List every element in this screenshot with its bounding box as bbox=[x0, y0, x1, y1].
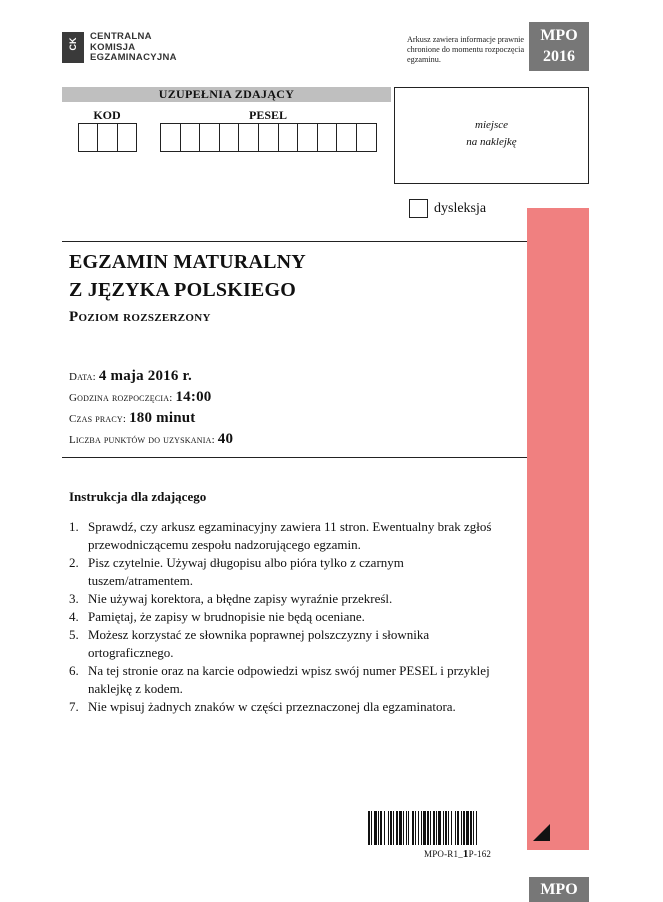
start-label: Godzina rozpoczęcia: bbox=[69, 392, 173, 404]
instruction-number: 7. bbox=[69, 699, 79, 714]
sticker-placeholder bbox=[394, 87, 589, 184]
instruction-item bbox=[69, 518, 509, 554]
date-label: Data: bbox=[69, 371, 96, 383]
legal-note: Arkusz zawiera informacje prawnie chronione do momentu rozpoczęcia egzaminu. bbox=[407, 35, 525, 64]
exam-duration bbox=[69, 410, 196, 427]
instructions-heading: Instrukcja dla zdającego bbox=[69, 489, 207, 504]
band-corner-triangle bbox=[533, 824, 550, 841]
cke-logo-mark bbox=[62, 32, 84, 63]
logo-line: EGZAMINACYJNA bbox=[90, 52, 177, 63]
exam-code-box bbox=[529, 22, 589, 71]
kod-digit-box[interactable] bbox=[98, 123, 117, 152]
pesel-digit-box[interactable] bbox=[357, 123, 377, 152]
print-code-suffix: P-162 bbox=[468, 849, 492, 859]
instruction-text: Na tej stronie oraz na karcie odpowiedzi wpisz swój numer PESEL i przyklej naklejkę z kodem. bbox=[88, 663, 490, 696]
exam-level: Poziom rozszerzony bbox=[69, 309, 211, 325]
instruction-text: Nie używaj korektora, a błędne zapisy wyraźnie przekreśl. bbox=[88, 591, 393, 606]
logo-text bbox=[90, 32, 177, 64]
pesel-digit-box[interactable] bbox=[337, 123, 357, 152]
instruction-item bbox=[69, 698, 509, 716]
pesel-digit-box[interactable] bbox=[298, 123, 318, 152]
exam-code: MPO bbox=[540, 27, 578, 44]
instruction-number: 4. bbox=[69, 609, 79, 624]
filled-by-bar: UZUPEŁNIA ZDAJĄCY bbox=[62, 87, 391, 102]
instruction-item bbox=[69, 608, 509, 626]
kod-digit-box[interactable] bbox=[79, 123, 98, 152]
instruction-item bbox=[69, 554, 509, 590]
pesel-digit-box[interactable] bbox=[318, 123, 338, 152]
instruction-item bbox=[69, 626, 509, 662]
print-code bbox=[424, 848, 491, 860]
kod-digit-box[interactable] bbox=[118, 123, 137, 152]
instruction-number: 5. bbox=[69, 627, 79, 642]
pesel-input-boxes[interactable] bbox=[160, 123, 377, 152]
print-code-bold: 1 bbox=[462, 848, 469, 860]
instruction-item bbox=[69, 590, 509, 608]
dyslexia-checkbox[interactable] bbox=[409, 199, 428, 218]
instruction-number: 6. bbox=[69, 663, 79, 678]
barcode bbox=[368, 811, 511, 845]
pesel-digit-box[interactable] bbox=[239, 123, 259, 152]
pesel-digit-box[interactable] bbox=[220, 123, 240, 152]
instruction-text: Sprawdź, czy arkusz egzaminacyjny zawiera 11 stron. Ewentualny brak zgłoś przewodniczącemu zespołu nadzorującego egzamin. bbox=[88, 519, 492, 552]
instruction-text: Możesz korzystać ze słownika poprawnej polszczyzny i słownika ortograficznego. bbox=[88, 627, 430, 660]
points-label: Liczba punktów do uzyskania: bbox=[69, 434, 215, 446]
pesel-label: PESEL bbox=[248, 108, 287, 122]
exam-start-time bbox=[69, 389, 211, 406]
instruction-text: Nie wpisuj żadnych znaków w części przeznaczonej dla egzaminatora. bbox=[88, 699, 456, 714]
pesel-digit-box[interactable] bbox=[161, 123, 181, 152]
exam-subject: Z JĘZYKA POLSKIEGO bbox=[69, 279, 296, 301]
cke-logo bbox=[62, 32, 177, 64]
exam-points bbox=[69, 431, 233, 448]
pesel-digit-box[interactable] bbox=[181, 123, 201, 152]
start-value: 14:00 bbox=[175, 389, 212, 405]
logo-line: CENTRALNA bbox=[90, 31, 152, 42]
sticker-line: miejsce bbox=[475, 118, 508, 131]
points-value: 40 bbox=[217, 431, 234, 447]
instruction-number: 1. bbox=[69, 519, 79, 534]
logo-mark-text: CK bbox=[68, 37, 78, 51]
kod-label: KOD bbox=[93, 108, 121, 122]
instruction-text: Pisz czytelnie. Używaj długopisu albo pióra tylko z czarnym tuszem/atramentem. bbox=[88, 555, 404, 588]
kod-input-boxes[interactable] bbox=[78, 123, 137, 152]
pesel-digit-box[interactable] bbox=[279, 123, 299, 152]
duration-label: Czas pracy: bbox=[69, 413, 127, 425]
dyslexia-label: dysleksja bbox=[434, 201, 487, 216]
exam-title: EGZAMIN MATURALNY bbox=[69, 251, 306, 273]
exam-date bbox=[69, 368, 192, 385]
print-code-prefix: MPO-R1_ bbox=[424, 849, 463, 859]
footer-code-box: MPO bbox=[529, 877, 589, 902]
logo-line: KOMISJA bbox=[90, 41, 136, 53]
exam-year: 2016 bbox=[543, 48, 575, 65]
instruction-item bbox=[69, 662, 509, 698]
instructions-list bbox=[69, 518, 509, 716]
instruction-text: Pamiętaj, że zapisy w brudnopisie nie będą oceniane. bbox=[88, 609, 365, 624]
sticker-line: na naklejkę bbox=[466, 135, 517, 148]
pesel-digit-box[interactable] bbox=[200, 123, 220, 152]
duration-value: 180 minut bbox=[129, 410, 196, 426]
divider-bottom bbox=[62, 457, 527, 458]
color-band bbox=[527, 208, 589, 850]
pesel-digit-box[interactable] bbox=[259, 123, 279, 152]
instruction-number: 3. bbox=[69, 591, 79, 606]
divider-top bbox=[62, 241, 527, 242]
instruction-number: 2. bbox=[69, 555, 79, 570]
date-value: 4 maja 2016 r. bbox=[98, 368, 192, 384]
